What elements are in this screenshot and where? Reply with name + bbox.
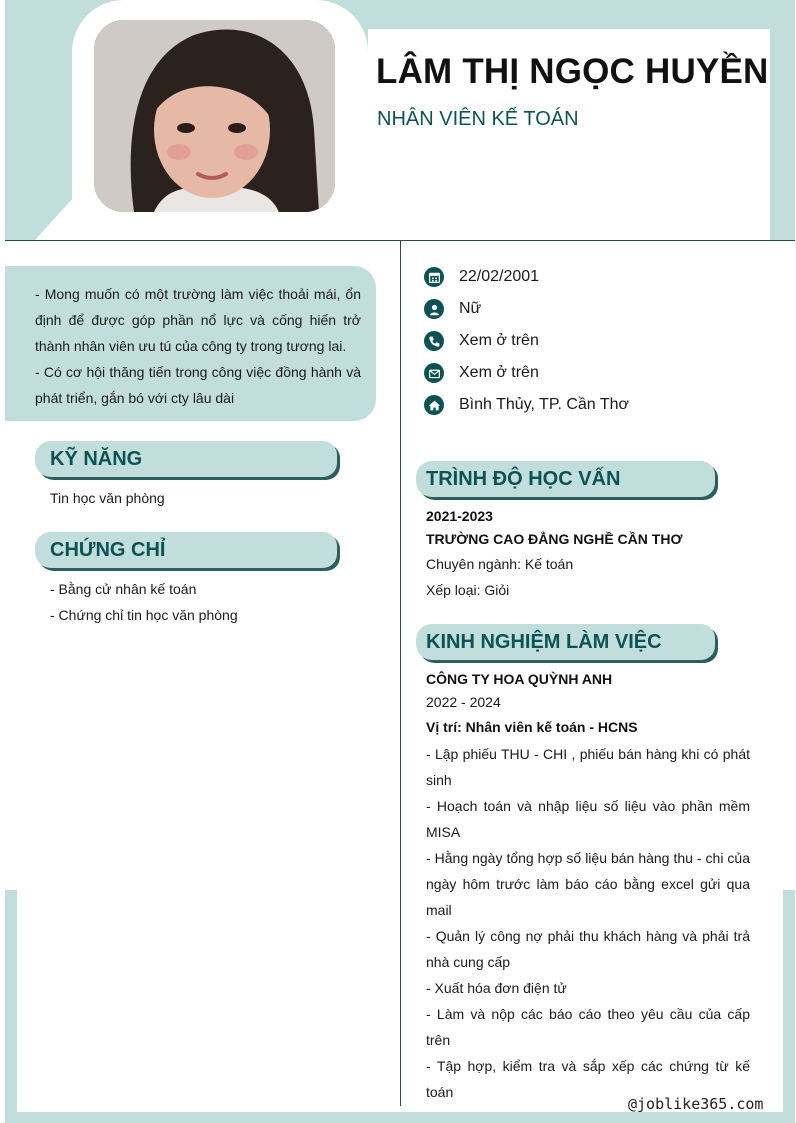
contact-address [424,394,629,416]
home-icon [424,395,444,415]
skill-item: Tin học văn phòng [50,490,165,506]
duty-item: - Xuất hóa đơn điện tử [426,980,567,996]
education-heading: TRÌNH ĐỘ HỌC VẤN [416,461,715,497]
experience-duties [426,741,750,1105]
job-title: NHÂN VIÊN KẾ TOÁN [377,108,579,130]
education-school: TRƯỜNG CAO ĐẲNG NGHỀ CẦN THƠ [426,531,683,547]
birthdate-value: 22/02/2001 [459,268,540,285]
phone-icon [424,331,444,351]
education-period: 2021-2023 [426,508,493,524]
experience-period: 2022 - 2024 [426,694,501,710]
mail-icon [424,363,444,383]
duty-item: - Làm và nộp các báo cáo theo yêu cầu của cấp trên [426,1006,750,1048]
certificate-item: - Chứng chỉ tin học văn phòng [50,607,238,623]
objective-line: - Có cơ hội thăng tiến trong công việc đồng hành và phát triển, gắn bó với cty lâu dài [35,364,361,406]
address-value: Bình Thủy, TP. Cần Thơ [459,396,629,413]
profile-photo [94,20,335,212]
certificates-heading: CHỨNG CHỈ [35,532,337,568]
career-objective [5,266,376,421]
education-major: Chuyên ngành: Kế toán [426,556,574,572]
duty-item: - Hoạch toán và nhập liệu số liệu vào phần mềm MISA [426,798,750,840]
duty-item: - Tập hợp, kiểm tra và sắp xếp các chứng từ kế toán [426,1058,750,1100]
duty-item: - Quản lý công nợ phải thu khách hàng và phải trả nhà cung cấp [426,928,750,970]
calendar-icon [424,267,444,287]
phone-value: Xem ở trên [459,332,539,349]
footer-watermark: @joblike365.com [628,1095,764,1113]
email-value: Xem ở trên [459,364,539,381]
frame-left-border [5,890,17,1123]
experience-heading: KINH NGHIỆM LÀM VIỆC [416,624,715,660]
experience-position: Vị trí: Nhân viên kế toán - HCNS [426,719,638,735]
gender-value: Nữ [459,300,482,317]
contact-birthdate [424,266,539,288]
education-grade: Xếp loại: Giỏi [426,582,510,598]
duty-item: - Hằng ngày tổng hợp số liệu bán hàng thu - chi của ngày hôm trước làm báo cáo bằng excel gửi qua mail [426,850,750,918]
contact-phone [424,330,539,352]
user-icon [424,299,444,319]
contact-gender [424,298,481,320]
photo-frame-tail [35,196,75,240]
candidate-name: LÂM THỊ NGỌC HUYỀN [376,52,769,91]
certificate-item: - Bằng cử nhân kế toán [50,581,197,597]
duty-item: - Lập phiếu THU - CHI , phiếu bán hàng khi có phát sinh [426,746,750,788]
skills-heading: KỸ NĂNG [35,441,337,477]
contact-email [424,362,539,384]
frame-right-border [783,890,795,1123]
experience-company: CÔNG TY HOA QUỲNH ANH [426,671,613,687]
vertical-divider [400,240,401,1106]
frame-bottom-border [5,1112,795,1123]
objective-line: - Mong muốn có một trường làm việc thoải mái, ổn định để được góp phần nổ lực và cống hiến trở thành nhân viên ưu tú của công ty trong tương lai. [35,286,361,354]
